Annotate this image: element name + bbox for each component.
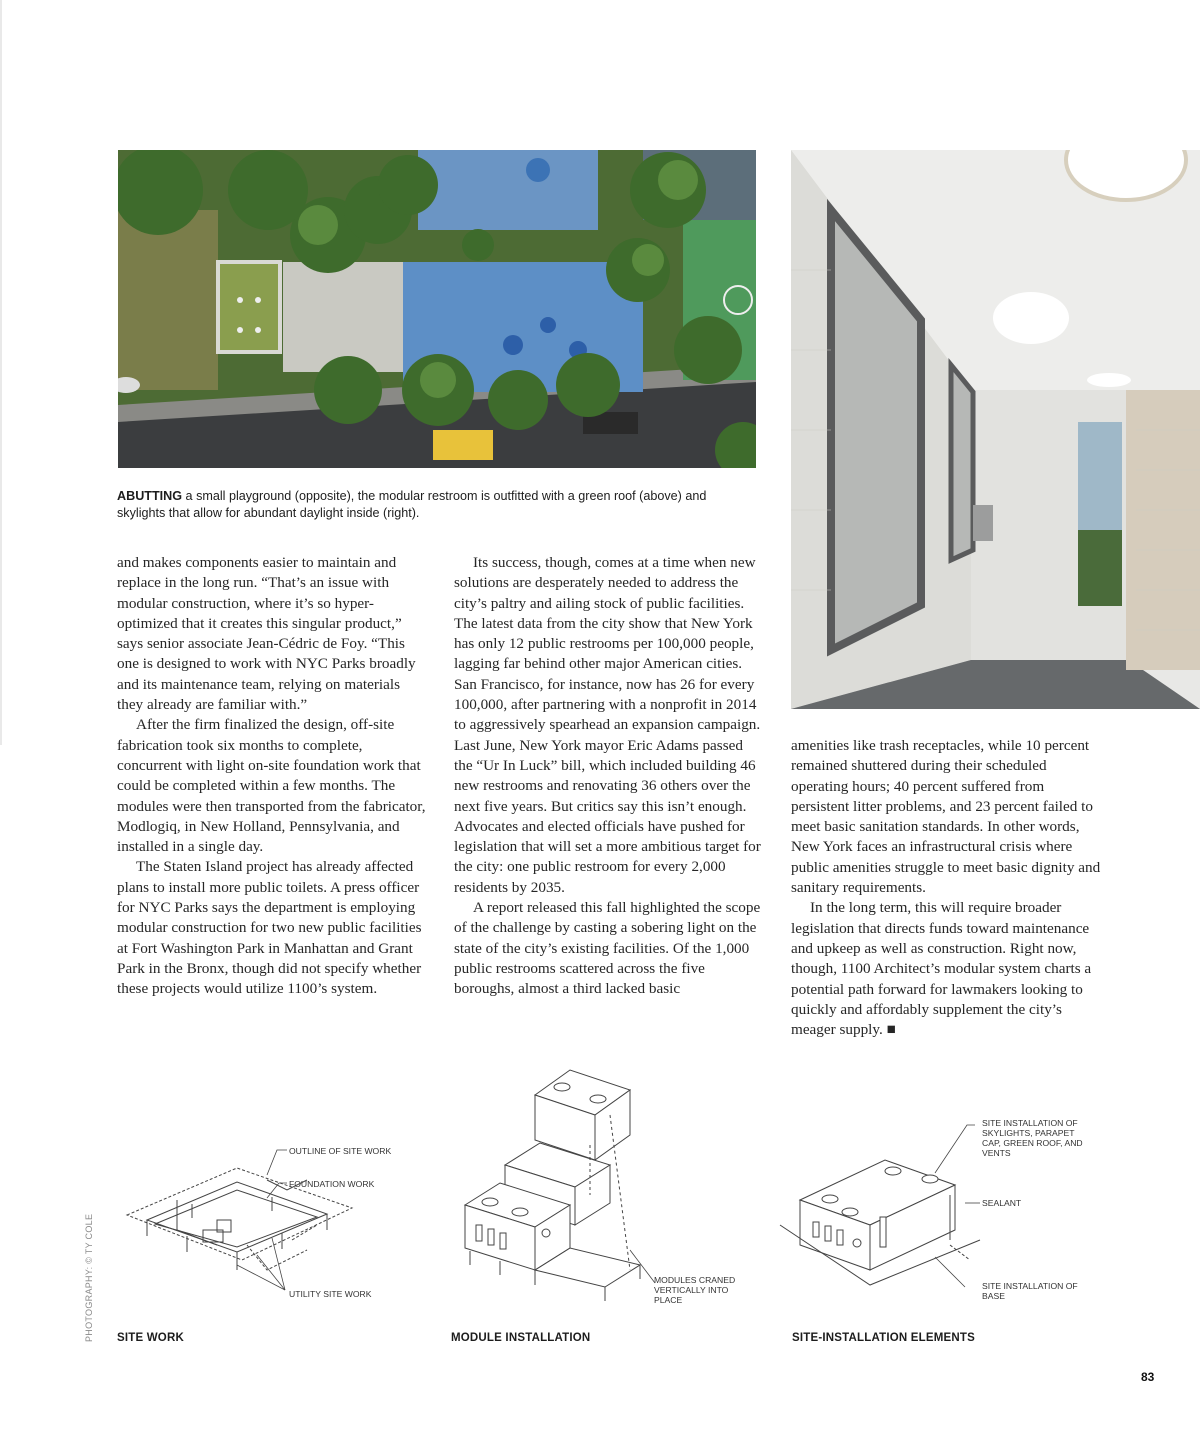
col1-paragraph-1: and makes components easier to maintain and replace in the long run. “That’s an issue with modular construction, where it’s so hyper-optimized that it creates this singular product,” says senior associate Jean-Cédric de Foy. “This one is designed to work with NYC Parks broadly and its maintenance team, relying on materials they already are familiar with.” [117, 554, 416, 714]
callout-skylights-1: SITE INSTALLATION OF [982, 1118, 1078, 1128]
aerial-photo [118, 150, 756, 468]
body-column-3 [791, 736, 1101, 1040]
caption-text: a small playground (opposite), the modular restroom is outfitted with a green roof (above) and skylights that allow for abundant daylight inside (right). [117, 489, 707, 520]
col2-paragraph-1: Its success, though, comes at a time when new solutions are desperately needed to address the city’s paltry and ailing stock of public facilities. The latest data from the city show that New York has only 12 public restrooms per 100,000 people, lagging far behind other major American cities. San Francisco, for instance, now has 26 for every 100,000, after partnering with a nonprofit in 2014 to aggressively spearhead an expansion campaign. Last June, New York mayor Eric Adams passed the “Ur In Luck” bill, which included building 46 new restrooms and renovating 36 others over the next five years. But critics say this isn’t enough. Advocates and elected officials have pushed for legislation that will set a more ambitious target for the city: one public restroom for every 2,000 residents by 2035. [454, 554, 761, 896]
callout-skylights-2: SKYLIGHTS, PARAPET [982, 1128, 1075, 1138]
callout-modules-craned-1: MODULES CRANED [654, 1275, 736, 1285]
col2-paragraph-2: A report released this fall highlighted the scope of the challenge by casting a sobering light on the state of the city’s existing facilities. Of the 1,000 public restrooms scattered across the five boroughs, almost a third lacked basic [454, 899, 761, 998]
callout-skylights-3: CAP, GREEN ROOF, AND [982, 1138, 1083, 1148]
diagram-site-work [117, 1120, 417, 1310]
page-edge-rule [0, 0, 2, 745]
callout-base-2: BASE [982, 1291, 1005, 1301]
callout-modules-craned-3: PLACE [654, 1295, 683, 1305]
col3-paragraph-2 [791, 898, 1101, 1040]
col3-paragraph-1: amenities like trash receptacles, while 10 percent remained shuttered during their scheduled operating hours; 40 percent suffered from persistent litter problems, and 23 percent failed to meet basic sanitation standards. In other words, New York faces an infrastructural crisis where public amenities struggle to meet basic dignity and sanitary requirements. [791, 737, 1101, 897]
callout-outline-site-work: OUTLINE OF SITE WORK [289, 1146, 392, 1156]
photo-caption [117, 488, 757, 522]
col1-paragraph-2: After the firm finalized the design, off-site fabrication took six months to complete, concurrent with light on-site foundation work that could be completed within a few months. The modules were then transported from the fabricator, Modlogiq, in New Holland, Pennsylvania, and installed in a single day. [117, 716, 426, 856]
body-column-1 [117, 553, 427, 1000]
diagram-module-installation [440, 1065, 760, 1310]
photo-credit: PHOTOGRAPHY: © TY COLE [84, 1213, 94, 1342]
col1-paragraph-3: The Staten Island project has already affected plans to install more public toilets. A press officer for NYC Parks says the department is employing modular construction for two new public facilities at Fort Washington Park in Manhattan and Grant Park in the Bronx, though did not specify whether these projects would utilize 1100’s system. [117, 858, 422, 998]
caption-lead: ABUTTING [117, 489, 183, 503]
label-site-work: SITE WORK [117, 1332, 184, 1344]
callout-skylights-4: VENTS [982, 1148, 1011, 1158]
callout-utility-site-work: UTILITY SITE WORK [289, 1289, 372, 1299]
callout-base-1: SITE INSTALLATION OF [982, 1281, 1078, 1291]
end-mark: ■ [886, 1021, 896, 1039]
body-column-2 [454, 553, 764, 1000]
label-site-installation-elements: SITE-INSTALLATION ELEMENTS [792, 1332, 976, 1344]
callout-sealant: SEALANT [982, 1198, 1022, 1208]
col3-paragraph-2-text: In the long term, this will require broader legislation that directs funds toward maintenance and upkeep as well as construction. Right now, though, 1100 Architect’s modular system charts a potential path forward for lawmakers looking to quickly and affordably supplement the city’s meager supply. [791, 899, 1092, 1039]
diagram-site-installation [775, 1115, 1105, 1310]
callout-foundation-work: FOUNDATION WORK [289, 1179, 375, 1189]
page-number: 83 [1141, 1370, 1155, 1384]
label-module-installation: MODULE INSTALLATION [451, 1332, 591, 1344]
interior-photo [791, 150, 1200, 709]
callout-modules-craned-2: VERTICALLY INTO [654, 1285, 729, 1295]
